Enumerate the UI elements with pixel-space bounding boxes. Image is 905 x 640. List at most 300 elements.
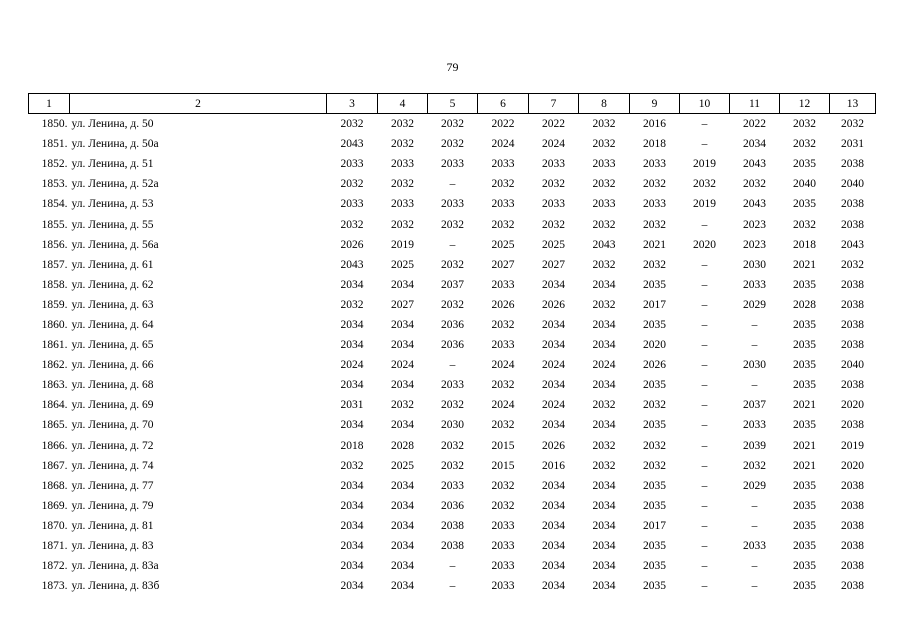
- year-cell-col-12: 2021: [793, 459, 816, 472]
- year-cell-col-7: 2032: [542, 218, 565, 231]
- row-number: 1871.: [41, 540, 68, 553]
- year-cell-col-6: 2032: [491, 318, 515, 331]
- year-cell-col-9: 2018: [643, 138, 666, 151]
- year-cell-col-5: –: [449, 178, 456, 191]
- year-cell-col-8: 2032: [592, 298, 616, 311]
- year-cell-col-11: –: [751, 379, 758, 392]
- address-cell: ул. Ленина, д. 56а: [71, 238, 159, 251]
- year-cell-col-5: 2032: [441, 439, 464, 452]
- year-cell-col-3: 2034: [340, 278, 364, 291]
- year-cell-col-12: 2035: [793, 580, 816, 593]
- year-cell-col-10: –: [701, 218, 708, 231]
- address-cell: ул. Ленина, д. 51: [71, 158, 154, 171]
- year-cell-col-6: 2022: [491, 118, 515, 131]
- address-cell: ул. Ленина, д. 69: [71, 399, 154, 412]
- year-cell-col-12: 2021: [793, 399, 816, 412]
- year-cell-col-10: 2020: [693, 238, 716, 251]
- year-cell-col-4: 2032: [391, 178, 414, 191]
- year-cell-col-12: 2035: [793, 339, 816, 352]
- year-cell-col-11: 2034: [743, 138, 766, 151]
- row-number: 1867.: [41, 459, 68, 472]
- year-cell-col-5: 2036: [441, 499, 464, 512]
- row-number: 1866.: [41, 439, 68, 452]
- table-row: [29, 335, 876, 355]
- address-cell: ул. Ленина, д. 61: [71, 258, 154, 271]
- year-cell-col-10: –: [701, 379, 708, 392]
- year-cell-col-5: 2038: [441, 540, 464, 553]
- row-number: 1864.: [41, 399, 68, 412]
- year-cell-col-6: 2032: [491, 419, 515, 432]
- row-number: 1853.: [41, 178, 68, 191]
- year-cell-col-11: –: [751, 499, 758, 512]
- table-row: [29, 114, 876, 135]
- year-cell-col-3: 2043: [340, 138, 364, 151]
- year-cell-col-4: 2034: [391, 540, 414, 553]
- year-cell-col-6: 2033: [491, 198, 515, 211]
- address-cell: ул. Ленина, д. 50: [71, 118, 154, 131]
- year-cell-col-11: –: [751, 560, 758, 573]
- row-number: 1863.: [41, 379, 68, 392]
- year-cell-col-4: 2032: [391, 118, 414, 131]
- table-row: [29, 576, 876, 596]
- year-cell-col-12: 2035: [793, 318, 816, 331]
- year-cell-col-11: 2039: [743, 439, 766, 452]
- year-cell-col-3: 2034: [340, 479, 364, 492]
- year-cell-col-13: 2020: [841, 399, 864, 412]
- year-cell-col-7: 2034: [542, 560, 565, 573]
- year-cell-col-4: 2034: [391, 379, 414, 392]
- year-cell-col-7: 2026: [542, 298, 565, 311]
- year-cell-col-7: 2025: [542, 238, 565, 251]
- year-cell-col-5: –: [449, 359, 456, 372]
- address-cell: ул. Ленина, д. 83а: [71, 560, 159, 573]
- year-cell-col-4: 2034: [391, 339, 414, 352]
- year-cell-col-6: 2033: [491, 540, 515, 553]
- year-cell-col-11: 2037: [743, 399, 766, 412]
- year-cell-col-7: 2034: [542, 499, 565, 512]
- year-cell-col-13: 2038: [841, 519, 864, 532]
- year-cell-col-4: 2034: [391, 519, 414, 532]
- row-number: 1852.: [41, 158, 68, 171]
- year-cell-col-4: 2025: [391, 258, 414, 271]
- column-header-6: 6: [478, 94, 529, 114]
- year-cell-col-3: 2032: [340, 178, 364, 191]
- table-row: [29, 134, 876, 154]
- year-cell-col-8: 2032: [592, 399, 616, 412]
- year-cell-col-7: 2033: [542, 158, 565, 171]
- year-cell-col-9: 2032: [643, 439, 666, 452]
- year-cell-col-7: 2034: [542, 318, 565, 331]
- column-header-13: 13: [830, 94, 876, 114]
- year-cell-col-4: 2019: [391, 238, 414, 251]
- year-cell-col-8: 2034: [592, 318, 616, 331]
- year-cell-col-12: 2035: [793, 540, 816, 553]
- year-cell-col-5: 2033: [441, 158, 464, 171]
- year-cell-col-8: 2032: [592, 258, 616, 271]
- year-cell-col-3: 2033: [340, 158, 364, 171]
- column-header-12: 12: [780, 94, 830, 114]
- repair-schedule-table: [28, 93, 876, 596]
- year-cell-col-3: 2034: [340, 540, 364, 553]
- year-cell-col-13: 2040: [841, 178, 864, 191]
- year-cell-col-12: 2035: [793, 479, 816, 492]
- year-cell-col-4: 2024: [391, 359, 414, 372]
- column-header-8: 8: [579, 94, 630, 114]
- table-row: [29, 456, 876, 476]
- year-cell-col-11: 2029: [743, 298, 766, 311]
- year-cell-col-3: 2032: [340, 298, 364, 311]
- year-cell-col-3: 2026: [340, 238, 364, 251]
- year-cell-col-4: 2025: [391, 459, 414, 472]
- year-cell-col-9: 2035: [643, 278, 666, 291]
- column-header-2: 2: [70, 94, 327, 114]
- year-cell-col-8: 2034: [592, 540, 616, 553]
- year-cell-col-12: 2035: [793, 158, 816, 171]
- year-cell-col-4: 2032: [391, 138, 414, 151]
- year-cell-col-12: 2021: [793, 258, 816, 271]
- year-cell-col-11: 2023: [743, 218, 766, 231]
- column-number-header-row: [29, 94, 876, 114]
- year-cell-col-9: 2016: [643, 118, 666, 131]
- year-cell-col-13: 2038: [841, 499, 864, 512]
- year-cell-col-4: 2032: [391, 218, 414, 231]
- year-cell-col-11: 2030: [743, 359, 766, 372]
- column-header-5: 5: [428, 94, 478, 114]
- year-cell-col-8: 2034: [592, 479, 616, 492]
- year-cell-col-13: 2038: [841, 580, 864, 593]
- year-cell-col-10: –: [701, 359, 708, 372]
- year-cell-col-5: 2033: [441, 379, 464, 392]
- year-cell-col-10: 2019: [693, 198, 716, 211]
- year-cell-col-5: 2033: [441, 198, 464, 211]
- table-body: [29, 114, 876, 597]
- table-row: [29, 536, 876, 556]
- year-cell-col-6: 2024: [491, 399, 515, 412]
- year-cell-col-9: 2020: [643, 339, 666, 352]
- year-cell-col-10: –: [701, 318, 708, 331]
- year-cell-col-11: –: [751, 318, 758, 331]
- table-row: [29, 556, 876, 576]
- year-cell-col-6: 2032: [491, 379, 515, 392]
- table-row: [29, 375, 876, 395]
- year-cell-col-3: 2033: [340, 198, 364, 211]
- row-number: 1861.: [41, 339, 68, 352]
- year-cell-col-8: 2033: [592, 198, 616, 211]
- table-row: [29, 174, 876, 194]
- year-cell-col-11: 2032: [743, 459, 766, 472]
- row-number: 1865.: [41, 419, 68, 432]
- row-number: 1856.: [41, 238, 68, 251]
- address-cell: ул. Ленина, д. 72: [71, 439, 154, 452]
- year-cell-col-3: 2034: [340, 519, 364, 532]
- year-cell-col-7: 2034: [542, 540, 565, 553]
- year-cell-col-3: 2034: [340, 580, 364, 593]
- table-row: [29, 214, 876, 234]
- year-cell-col-9: 2033: [643, 198, 666, 211]
- table-row: [29, 516, 876, 536]
- year-cell-col-6: 2033: [491, 519, 515, 532]
- year-cell-col-10: –: [701, 519, 708, 532]
- year-cell-col-13: 2038: [841, 278, 864, 291]
- page-number: 79: [446, 60, 459, 74]
- year-cell-col-3: 2034: [340, 318, 364, 331]
- year-cell-col-5: 2032: [441, 459, 464, 472]
- year-cell-col-7: 2016: [542, 459, 565, 472]
- year-cell-col-4: 2034: [391, 580, 414, 593]
- year-cell-col-4: 2032: [391, 399, 414, 412]
- year-cell-col-3: 2032: [340, 118, 364, 131]
- row-number: 1851.: [41, 138, 68, 151]
- address-cell: ул. Ленина, д. 64: [71, 318, 154, 331]
- year-cell-col-8: 2034: [592, 419, 616, 432]
- year-cell-col-5: 2032: [441, 298, 464, 311]
- year-cell-col-8: 2032: [592, 178, 616, 191]
- year-cell-col-5: 2030: [441, 419, 464, 432]
- year-cell-col-3: 2034: [340, 339, 364, 352]
- year-cell-col-13: 2038: [841, 298, 864, 311]
- year-cell-col-7: 2034: [542, 339, 565, 352]
- year-cell-col-11: 2043: [743, 198, 766, 211]
- year-cell-col-9: 2035: [643, 379, 666, 392]
- year-cell-col-8: 2034: [592, 278, 616, 291]
- year-cell-col-7: 2034: [542, 580, 565, 593]
- year-cell-col-3: 2034: [340, 499, 364, 512]
- year-cell-col-9: 2021: [643, 238, 666, 251]
- year-cell-col-6: 2015: [491, 439, 515, 452]
- address-cell: ул. Ленина, д. 68: [71, 379, 154, 392]
- year-cell-col-13: 2038: [841, 158, 864, 171]
- year-cell-col-7: 2034: [542, 519, 565, 532]
- table-row: [29, 355, 876, 375]
- year-cell-col-8: 2034: [592, 580, 616, 593]
- year-cell-col-12: 2035: [793, 198, 816, 211]
- year-cell-col-12: 2032: [793, 118, 816, 131]
- table-row: [29, 235, 876, 255]
- address-cell: ул. Ленина, д. 79: [71, 499, 154, 512]
- year-cell-col-5: –: [449, 560, 456, 573]
- year-cell-col-4: 2034: [391, 318, 414, 331]
- year-cell-col-7: 2024: [542, 138, 565, 151]
- year-cell-col-11: 2032: [743, 178, 766, 191]
- year-cell-col-13: 2038: [841, 339, 864, 352]
- row-number: 1855.: [41, 218, 68, 231]
- year-cell-col-13: 2038: [841, 560, 864, 573]
- year-cell-col-13: 2038: [841, 218, 864, 231]
- year-cell-col-6: 2032: [491, 218, 515, 231]
- address-cell: ул. Ленина, д. 74: [71, 459, 154, 472]
- address-cell: ул. Ленина, д. 83б: [71, 580, 160, 593]
- address-cell: ул. Ленина, д. 63: [71, 298, 154, 311]
- year-cell-col-13: 2038: [841, 379, 864, 392]
- year-cell-col-9: 2032: [643, 178, 666, 191]
- year-cell-col-5: 2036: [441, 318, 464, 331]
- year-cell-col-9: 2017: [643, 298, 666, 311]
- year-cell-col-8: 2032: [592, 138, 616, 151]
- row-number: 1850.: [41, 118, 68, 131]
- year-cell-col-8: 2034: [592, 379, 616, 392]
- year-cell-col-11: –: [751, 339, 758, 352]
- year-cell-col-3: 2034: [340, 419, 364, 432]
- year-cell-col-5: 2036: [441, 339, 464, 352]
- year-cell-col-6: 2033: [491, 339, 515, 352]
- row-number: 1870.: [41, 519, 68, 532]
- year-cell-col-5: –: [449, 238, 456, 251]
- year-cell-col-10: –: [701, 258, 708, 271]
- table-row: [29, 476, 876, 496]
- year-cell-col-5: 2033: [441, 479, 464, 492]
- year-cell-col-10: –: [701, 298, 708, 311]
- column-header-9: 9: [630, 94, 680, 114]
- year-cell-col-4: 2028: [391, 439, 414, 452]
- year-cell-col-12: 2035: [793, 560, 816, 573]
- year-cell-col-6: 2032: [491, 499, 515, 512]
- year-cell-col-8: 2032: [592, 459, 616, 472]
- row-number: 1858.: [41, 278, 68, 291]
- year-cell-col-10: 2019: [693, 158, 716, 171]
- year-cell-col-6: 2025: [491, 238, 515, 251]
- table-row: [29, 154, 876, 174]
- column-header-4: 4: [378, 94, 428, 114]
- row-number: 1872.: [41, 560, 68, 573]
- year-cell-col-11: 2033: [743, 419, 766, 432]
- year-cell-col-12: 2035: [793, 359, 816, 372]
- year-cell-col-10: –: [701, 439, 708, 452]
- year-cell-col-11: 2029: [743, 479, 766, 492]
- column-header-10: 10: [680, 94, 730, 114]
- row-number: 1862.: [41, 359, 68, 372]
- year-cell-col-3: 2043: [340, 258, 364, 271]
- year-cell-col-10: –: [701, 138, 708, 151]
- year-cell-col-7: 2034: [542, 379, 565, 392]
- year-cell-col-9: 2032: [643, 218, 666, 231]
- year-cell-col-10: –: [701, 399, 708, 412]
- column-header-3: 3: [327, 94, 378, 114]
- table-row: [29, 436, 876, 456]
- year-cell-col-8: 2032: [592, 218, 616, 231]
- year-cell-col-3: 2018: [340, 439, 364, 452]
- year-cell-col-5: 2032: [441, 218, 464, 231]
- year-cell-col-5: 2038: [441, 519, 464, 532]
- year-cell-col-13: 2043: [841, 238, 864, 251]
- year-cell-col-10: –: [701, 459, 708, 472]
- year-cell-col-6: 2015: [491, 459, 515, 472]
- address-cell: ул. Ленина, д. 81: [71, 519, 154, 532]
- year-cell-col-13: 2020: [841, 459, 864, 472]
- year-cell-col-12: 2035: [793, 499, 816, 512]
- year-cell-col-13: 2040: [841, 359, 864, 372]
- year-cell-col-11: –: [751, 519, 758, 532]
- row-number: 1860.: [41, 318, 68, 331]
- year-cell-col-7: 2032: [542, 178, 565, 191]
- year-cell-col-10: –: [701, 278, 708, 291]
- year-cell-col-8: 2043: [592, 238, 616, 251]
- year-cell-col-8: 2024: [592, 359, 616, 372]
- year-cell-col-6: 2032: [491, 178, 515, 191]
- year-cell-col-5: 2032: [441, 399, 464, 412]
- year-cell-col-3: 2031: [340, 399, 364, 412]
- year-cell-col-9: 2035: [643, 540, 666, 553]
- year-cell-col-9: 2033: [643, 158, 666, 171]
- year-cell-col-7: 2034: [542, 419, 565, 432]
- year-cell-col-11: –: [751, 580, 758, 593]
- year-cell-col-12: 2035: [793, 419, 816, 432]
- year-cell-col-13: 2019: [841, 439, 864, 452]
- year-cell-col-5: 2032: [441, 118, 464, 131]
- address-cell: ул. Ленина, д. 62: [71, 278, 154, 291]
- year-cell-col-10: –: [701, 339, 708, 352]
- year-cell-col-13: 2031: [841, 138, 864, 151]
- year-cell-col-6: 2033: [491, 580, 515, 593]
- year-cell-col-4: 2027: [391, 298, 414, 311]
- year-cell-col-9: 2035: [643, 479, 666, 492]
- year-cell-col-10: 2032: [693, 178, 716, 191]
- year-cell-col-10: –: [701, 479, 708, 492]
- year-cell-col-8: 2034: [592, 560, 616, 573]
- year-cell-col-12: 2040: [793, 178, 816, 191]
- table-row: [29, 496, 876, 516]
- year-cell-col-3: 2034: [340, 560, 364, 573]
- column-header-7: 7: [529, 94, 579, 114]
- address-cell: ул. Ленина, д. 66: [71, 359, 154, 372]
- year-cell-col-8: 2034: [592, 519, 616, 532]
- row-number: 1868.: [41, 479, 68, 492]
- year-cell-col-11: 2022: [743, 118, 766, 131]
- address-cell: ул. Ленина, д. 65: [71, 339, 154, 352]
- year-cell-col-7: 2024: [542, 359, 565, 372]
- year-cell-col-6: 2024: [491, 138, 515, 151]
- year-cell-col-9: 2035: [643, 419, 666, 432]
- table-row: [29, 315, 876, 335]
- year-cell-col-10: –: [701, 499, 708, 512]
- address-cell: ул. Ленина, д. 50а: [71, 138, 159, 151]
- year-cell-col-12: 2035: [793, 519, 816, 532]
- year-cell-col-9: 2017: [643, 519, 666, 532]
- address-cell: ул. Ленина, д. 70: [71, 419, 154, 432]
- year-cell-col-9: 2035: [643, 560, 666, 573]
- year-cell-col-5: 2032: [441, 258, 464, 271]
- row-number: 1873.: [41, 580, 68, 593]
- year-cell-col-5: 2032: [441, 138, 464, 151]
- year-cell-col-9: 2035: [643, 318, 666, 331]
- table-row: [29, 194, 876, 214]
- year-cell-col-9: 2035: [643, 499, 666, 512]
- year-cell-col-4: 2033: [391, 158, 414, 171]
- year-cell-col-10: –: [701, 118, 708, 131]
- year-cell-col-7: 2034: [542, 278, 565, 291]
- year-cell-col-13: 2038: [841, 318, 864, 331]
- year-cell-col-11: 2033: [743, 278, 766, 291]
- year-cell-col-12: 2032: [793, 138, 816, 151]
- year-cell-col-7: 2026: [542, 439, 565, 452]
- year-cell-col-12: 2018: [793, 238, 816, 251]
- year-cell-col-10: –: [701, 580, 708, 593]
- year-cell-col-7: 2034: [542, 479, 565, 492]
- year-cell-col-4: 2033: [391, 198, 414, 211]
- year-cell-col-8: 2034: [592, 339, 616, 352]
- year-cell-col-9: 2035: [643, 580, 666, 593]
- year-cell-col-3: 2034: [340, 379, 364, 392]
- year-cell-col-6: 2027: [491, 258, 515, 271]
- year-cell-col-5: –: [449, 580, 456, 593]
- year-cell-col-6: 2024: [491, 359, 515, 372]
- year-cell-col-13: 2032: [841, 118, 864, 131]
- year-cell-col-11: 2030: [743, 258, 766, 271]
- year-cell-col-10: –: [701, 560, 708, 573]
- year-cell-col-3: 2024: [340, 359, 364, 372]
- year-cell-col-13: 2032: [841, 258, 864, 271]
- year-cell-col-8: 2032: [592, 118, 616, 131]
- year-cell-col-5: 2037: [441, 278, 464, 291]
